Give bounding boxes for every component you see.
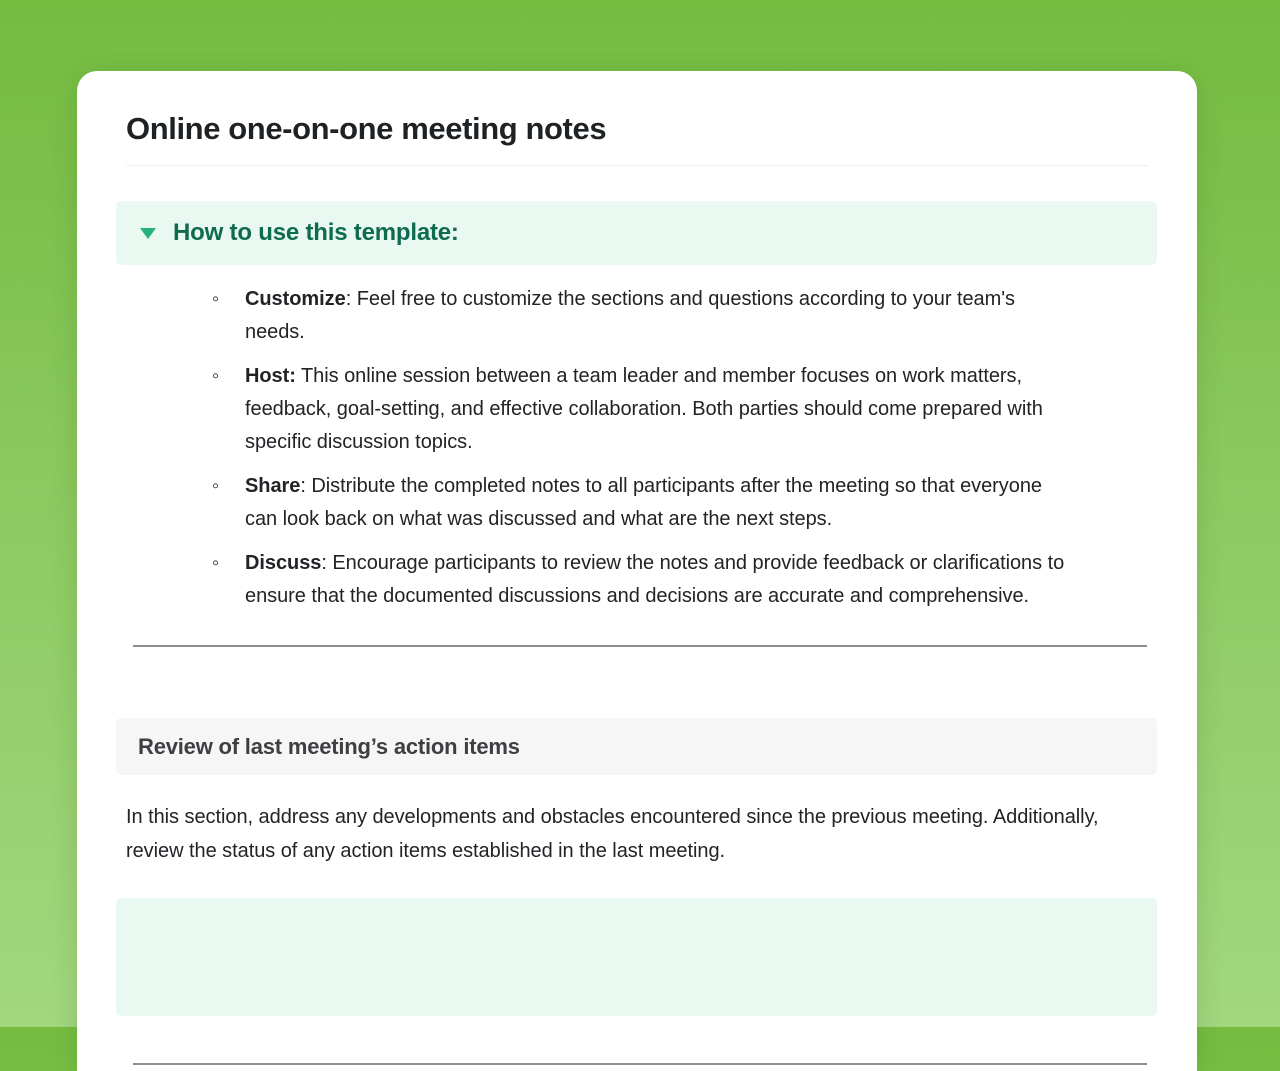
triangle-down-icon[interactable] bbox=[140, 228, 156, 239]
list-item-separator: : bbox=[321, 552, 333, 574]
callout-heading: How to use this template: bbox=[173, 219, 459, 246]
bullet-marker-icon: ◦ bbox=[212, 475, 220, 497]
list-item bbox=[212, 470, 1077, 536]
list-item-text: Encourage participants to review the notes and provide feedback or clarifications to ensure that the documented discussions and decisions are accurate and comprehensive. bbox=[245, 552, 1065, 607]
list-item-lead: Discuss bbox=[245, 552, 322, 574]
section-header-block bbox=[116, 718, 1157, 775]
list-item-lead: Share bbox=[245, 475, 301, 497]
list-item-lead: Host: bbox=[245, 365, 296, 387]
section-paragraph: In this section, address any developments and obstacles encountered since the previous meeting. Additionally, review the status of any action items established in the last meeting. bbox=[126, 806, 1099, 862]
bullet-marker-icon: ◦ bbox=[212, 288, 220, 310]
answer-block-bottom[interactable] bbox=[116, 968, 1157, 1016]
list-item bbox=[212, 360, 1077, 459]
list-item-separator: : bbox=[300, 475, 312, 497]
title-divider bbox=[126, 165, 1148, 166]
section-heading: Review of last meeting’s action items bbox=[138, 733, 520, 759]
list-item bbox=[212, 547, 1077, 613]
answer-block-top[interactable] bbox=[116, 898, 1157, 968]
list-item-text: Distribute the completed notes to all participants after the meeting so that everyone can look back on what was discussed and what are the next steps. bbox=[245, 475, 1042, 530]
document-card bbox=[77, 71, 1197, 1071]
list-item-text: Feel free to customize the sections and questions according to your team's needs. bbox=[245, 288, 1015, 343]
how-to-use-list bbox=[77, 283, 1077, 613]
how-to-use-callout[interactable] bbox=[116, 201, 1157, 265]
section-divider bbox=[133, 645, 1147, 647]
bullet-marker-icon: ◦ bbox=[212, 365, 220, 387]
list-item-text: This online session between a team leader and member focuses on work matters, feedback, goal-setting, and effective collaboration. Both parties should come prepared with specific discussion topics. bbox=[245, 365, 1043, 453]
page-title: Online one-on-one meeting notes bbox=[126, 111, 607, 146]
bottom-divider bbox=[133, 1063, 1147, 1065]
document-body bbox=[77, 71, 1197, 1065]
bullet-marker-icon: ◦ bbox=[212, 552, 220, 574]
list-item-separator: : bbox=[345, 288, 357, 310]
list-item bbox=[212, 283, 1077, 349]
list-item-lead: Customize bbox=[245, 288, 346, 310]
